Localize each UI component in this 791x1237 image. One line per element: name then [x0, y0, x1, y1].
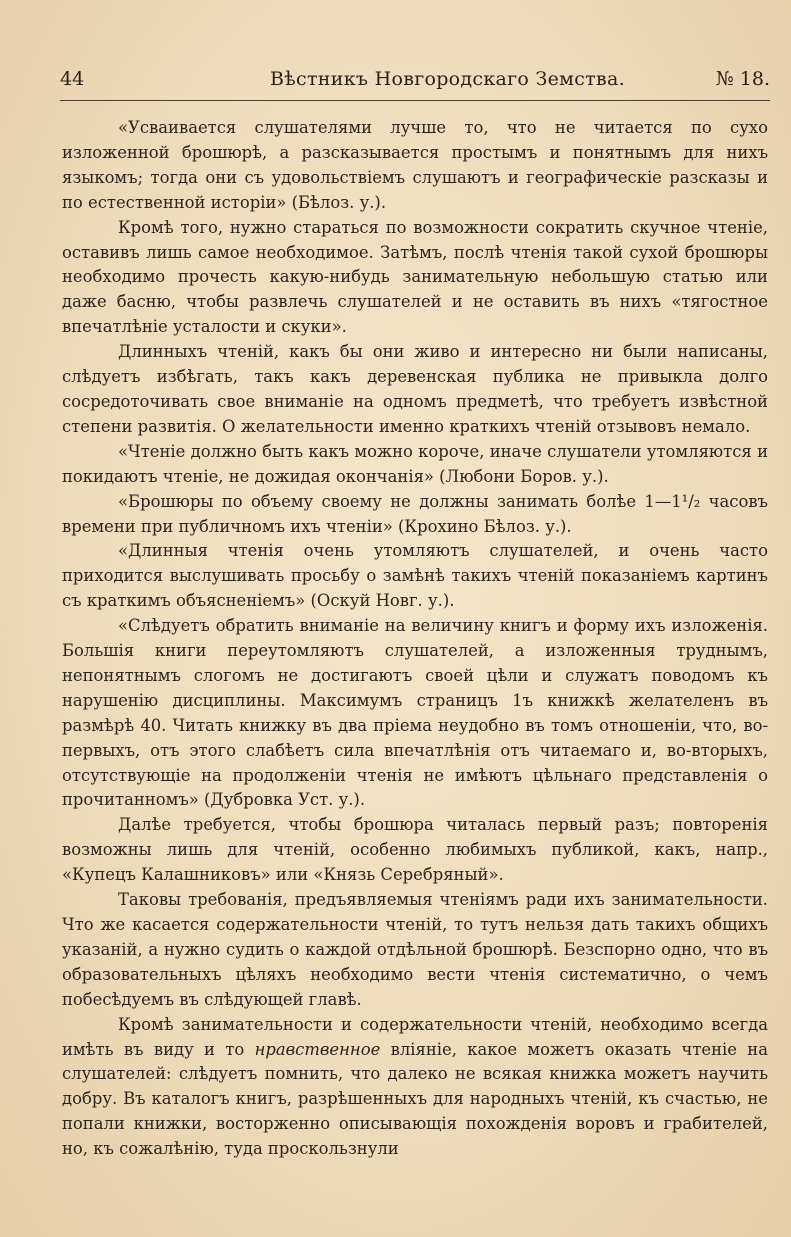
- paragraph: «Чтеніе должно быть какъ можно короче, иначе слушатели утомляются и покидаютъ чтеніе, не дожидая окончанія» (Любони Боров. у.).: [62, 441, 768, 486]
- journal-title: Вѣстникъ Новгородскаго Земства.: [270, 68, 625, 90]
- body-text: [62, 116, 768, 1162]
- text-span: вліяніе, какое можетъ оказать чтеніе на слушателей: слѣдуетъ помнить, что далеко не всякая книжка можетъ научить добру. Въ каталогъ книгъ, разрѣшенныхъ для народныхъ чтеній, къ счастью, не попали книжки, восторженно описывающія похожденія воровъ и грабителей, но, къ сожалѣнію, туда проскользнули: [62, 1039, 768, 1159]
- paragraph: «Брошюры по объему своему не должны занимать болѣе 1—1¹/₂ часовъ времени при публичномъ ихъ чтеніи» (Крохино Бѣлоз. у.).: [62, 491, 768, 536]
- page-number: 44: [60, 68, 85, 90]
- header-rule: [60, 100, 770, 101]
- paragraph: Таковы требованія, предъявляемыя чтеніямъ ради ихъ занимательности. Что же касается содержательности чтеній, то тутъ нельзя дать такихъ общихъ указаній, а нужно судить о каждой отдѣльной брошюрѣ. Безспорно одно, что въ образовательныхъ цѣляхъ необходимо вести чтенія систематично, о чемъ побесѣдуемъ въ слѣдующей главѣ.: [62, 890, 768, 1009]
- running-header: [60, 68, 770, 98]
- issue-number: № 18.: [715, 68, 770, 90]
- paragraph: Длинныхъ чтеній, какъ бы они живо и интересно ни были написаны, слѣдуетъ избѣгать, такъ какъ деревенская публика не привыкла долго сосредоточивать свое вниманіе на одномъ предметѣ, что требуетъ извѣстной степени развитія. О желательности именно краткихъ чтеній отзывовъ немало.: [62, 342, 768, 436]
- paragraph: Кромѣ того, нужно стараться по возможности сократить скучное чтеніе, оставивъ лишь самое необходимое. Затѣмъ, послѣ чтенія такой сухой брошюры необходимо прочесть какую-нибудь занимательную небольшую статью или даже басню, чтобы развлечь слушателей и не оставить въ нихъ «тягостное впечатлѣніе усталости и скуки».: [62, 217, 768, 337]
- paragraph: Далѣе требуется, чтобы брошюра читалась первый разъ; повторенія возможны лишь для чтеній, особенно любимыхъ публикой, какъ, напр., «Купецъ Калашниковъ» или «Князь Серебряный».: [62, 815, 768, 885]
- paragraph: «Длинныя чтенія очень утомляютъ слушателей, и очень часто приходится выслушивать просьбу о замѣнѣ такихъ чтеній показаніемъ картинъ съ краткимъ объясненіемъ» (Оскуй Новг. у.).: [62, 541, 768, 611]
- text-span: Кромѣ занимательности и содержательности чтеній, необходимо всегда имѣть въ виду и то: [62, 1014, 768, 1059]
- paragraph: «Слѣдуетъ обратить вниманіе на величину книгъ и форму ихъ изложенія. Большія книги переутомляютъ слушателей, а изложенныя труднымъ, непонятнымъ слогомъ не достигаютъ своей цѣли и служатъ поводомъ къ нарушенію дисциплины. Максимумъ страницъ 1ъ книжкѣ желателенъ въ размѣрѣ 40. Читать книжку въ два пріема неудобно въ томъ отношеніи, что, во-первыхъ, отъ этого слабѣетъ сила впечатлѣнія отъ читаемаго и, во-вторыхъ, отсутствующіе на продолженіи чтенія не имѣютъ цѣльнаго представленія о прочитанномъ» (Дубровка Уст. у.).: [62, 616, 768, 810]
- paragraph: «Усваивается слушателями лучше то, что не читается по сухо изложенной брошюрѣ, а разсказывается простымъ и понятнымъ для нихъ языкомъ; тогда они съ удовольствіемъ слушаютъ и географическіе разсказы и по естественной исторіи» (Бѣлоз. у.).: [62, 118, 768, 212]
- paragraph: [62, 1013, 768, 1162]
- emphasized-word: нравственное: [254, 1039, 381, 1059]
